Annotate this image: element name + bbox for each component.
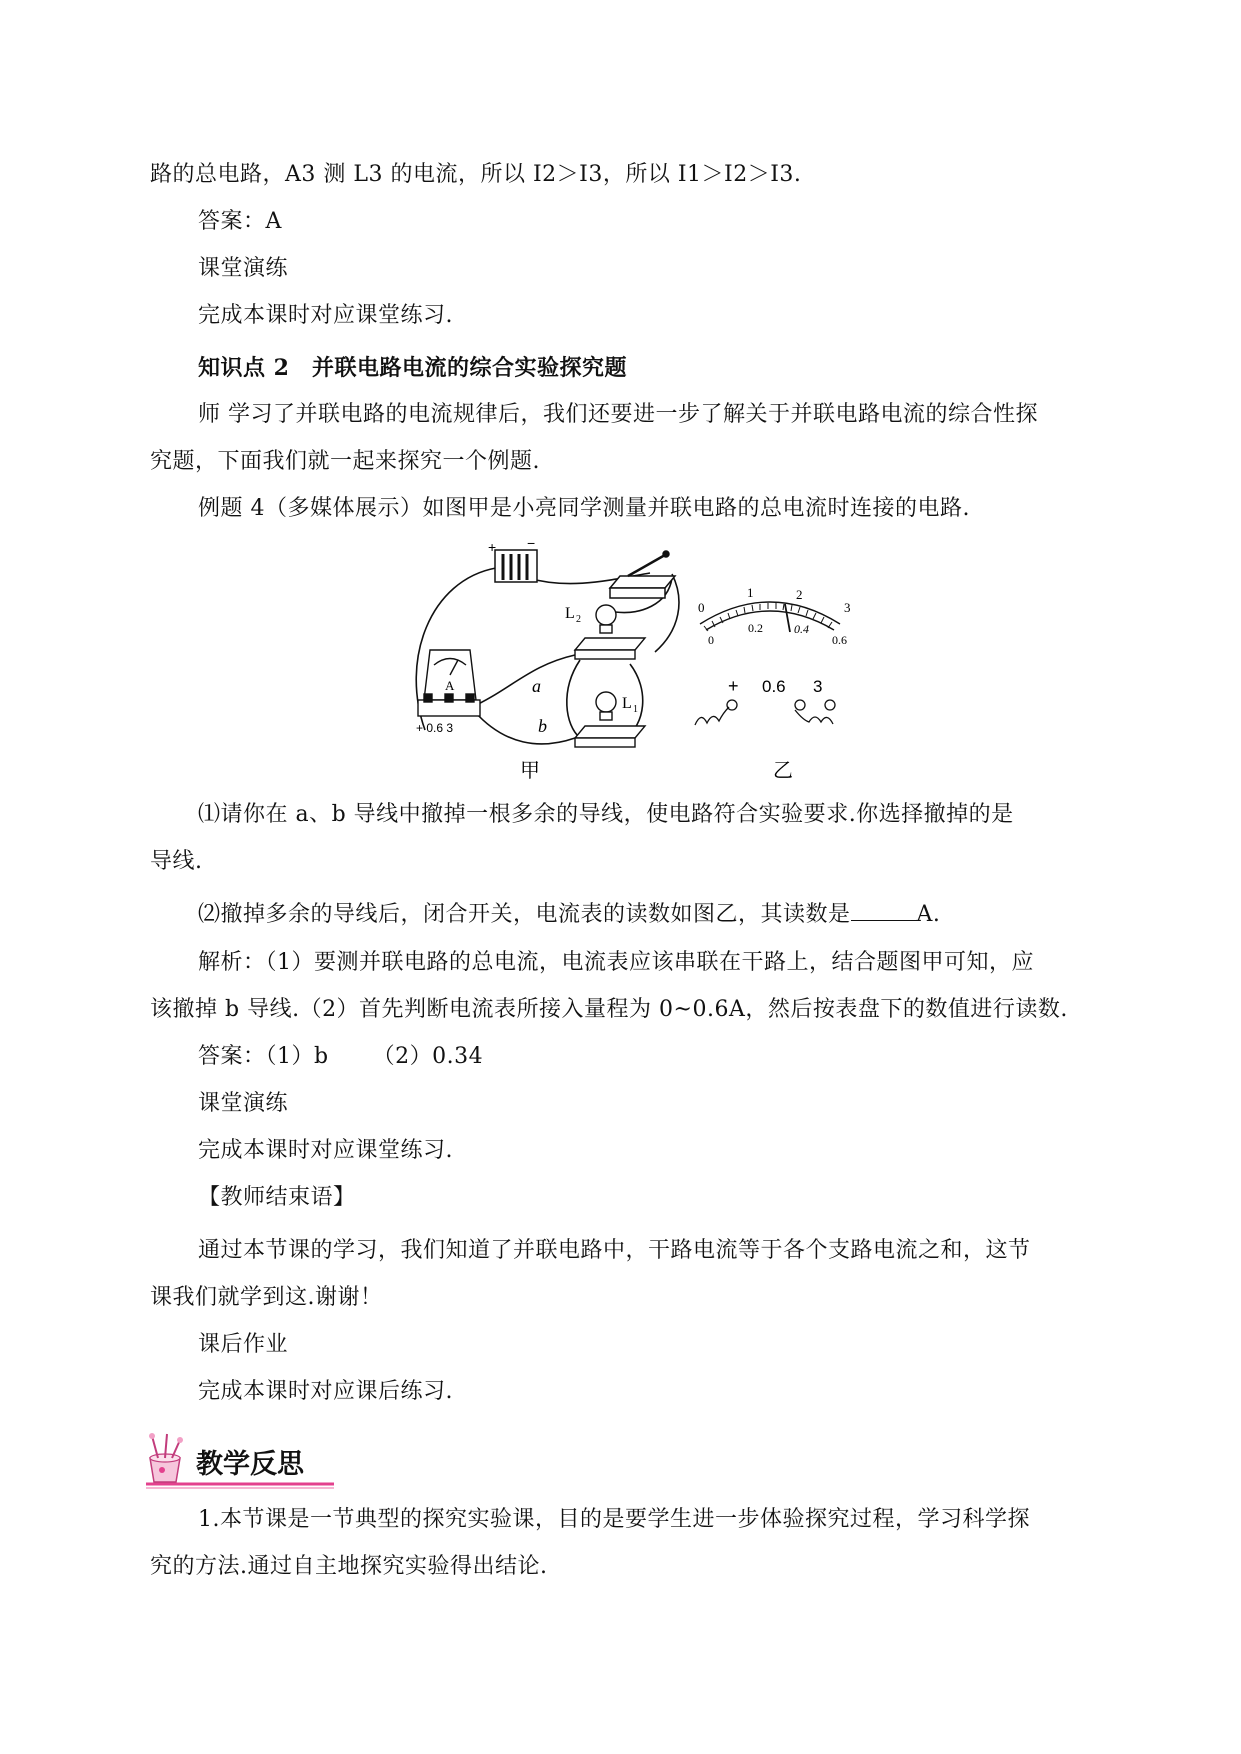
figure-label-yi: 乙 <box>773 758 793 782</box>
figure-label-jia: 甲 <box>520 758 540 782</box>
bulb-l2-subscript: 2 <box>576 614 581 625</box>
bulb-l2 <box>575 605 645 659</box>
wire-a-label: a <box>532 676 541 696</box>
question-2-unit: A. <box>916 902 941 927</box>
answer-blank <box>851 900 917 921</box>
bulb-l1-label: L <box>622 695 632 712</box>
ammeter-letter: A <box>445 678 455 693</box>
terminal-plus: + <box>728 676 739 696</box>
knowledge-point-heading: 知识点 2 并联电路电流的综合实验探究题 <box>198 355 627 381</box>
text-line: 完成本课时对应课堂练习. <box>198 1138 453 1163</box>
bulb-l2-label: L <box>565 605 575 622</box>
analysis-line: 解析：（1）要测并联电路的总电流，电流表应该串联在干路上，结合题图甲可知，应 <box>198 950 1034 975</box>
bulb-l1-subscript: 1 <box>633 704 638 715</box>
teaching-reflection-header <box>142 1430 337 1492</box>
question-2-text: ⑵撤掉多余的导线后，闭合开关，电流表的读数如图乙，其读数是 <box>198 902 851 927</box>
text-line: 通过本节课的学习，我们知道了并联电路中，干路电流等于各个支路电流之和，这节 <box>198 1238 1031 1263</box>
text-line: 导线. <box>150 849 203 874</box>
dial-top-2: 2 <box>796 587 803 602</box>
dial-bottom-0: 0 <box>708 633 714 647</box>
subheading: 课后作业 <box>198 1332 289 1357</box>
wire-b-label: b <box>538 716 547 736</box>
reflection-line: 究的方法.通过自主地探究实验得出结论. <box>150 1554 548 1579</box>
answer-line: 答案：A <box>198 209 282 234</box>
dial-ticks <box>704 603 832 631</box>
terminal-06: 0.6 <box>762 677 786 696</box>
subheading: 课堂演练 <box>198 256 289 281</box>
bulb-l1 <box>575 692 645 747</box>
section-title: 教学反思 <box>196 1449 304 1480</box>
dial-top-1: 1 <box>747 585 754 600</box>
ammeter-dial <box>700 602 840 632</box>
text-line: 完成本课时对应课后练习. <box>198 1379 453 1404</box>
closing-heading: 【教师结束语】 <box>198 1185 356 1210</box>
text-line: 路的总电路，A3 测 L3 的电流，所以 I2＞I3，所以 I1＞I2＞I3. <box>150 162 802 187</box>
wire-a <box>470 655 575 708</box>
dial-terminals <box>695 700 835 725</box>
question-2 <box>198 900 940 930</box>
dial-top-3: 3 <box>844 600 851 615</box>
answer-part-1: 答案：（1）b <box>198 1044 329 1069</box>
answer-line <box>198 1042 483 1072</box>
terminal-3: 3 <box>813 677 823 696</box>
question-1: ⑴请你在 a、b 导线中撤掉一根多余的导线，使电路符合实验要求.你选择撤掉的是 <box>198 802 1014 827</box>
battery-minus: − <box>527 540 536 551</box>
battery <box>495 550 537 582</box>
pen-holder-icon <box>149 1433 183 1482</box>
dial-bottom-2: 0.4 <box>794 622 809 636</box>
battery-plus: + <box>488 540 497 555</box>
reflection-line: 1.本节课是一节典型的探究实验课，目的是要学生进一步体验探究过程，学习科学探 <box>198 1507 1030 1532</box>
dial-bottom-3: 0.6 <box>832 633 847 647</box>
ammeter-terminals: + 0.6 3 <box>416 721 454 735</box>
dial-top-0: 0 <box>698 600 705 615</box>
circuit-figure <box>410 540 890 790</box>
text-line: 课我们就学到这.谢谢！ <box>150 1285 383 1310</box>
dial-bottom-1: 0.2 <box>748 621 763 635</box>
subheading: 课堂演练 <box>198 1091 289 1116</box>
wire-b <box>475 712 575 744</box>
example-line: 例题 4（多媒体展示）如图甲是小亮同学测量并联电路的总电流时连接的电路. <box>198 496 970 521</box>
analysis-line: 该撤掉 b 导线.（2）首先判断电流表所接入量程为 0~0.6A，然后按表盘下的数值进行读数. <box>150 997 1068 1022</box>
answer-part-2: （2）0.34 <box>372 1044 484 1069</box>
text-line: 究题，下面我们就一起来探究一个例题. <box>150 449 540 474</box>
text-line: 师 学习了并联电路的电流规律后，我们还要进一步了解关于并联电路电流的综合性探 <box>198 402 1038 427</box>
wire-parallel-left <box>567 660 580 738</box>
text-line: 完成本课时对应课堂练习. <box>198 303 453 328</box>
